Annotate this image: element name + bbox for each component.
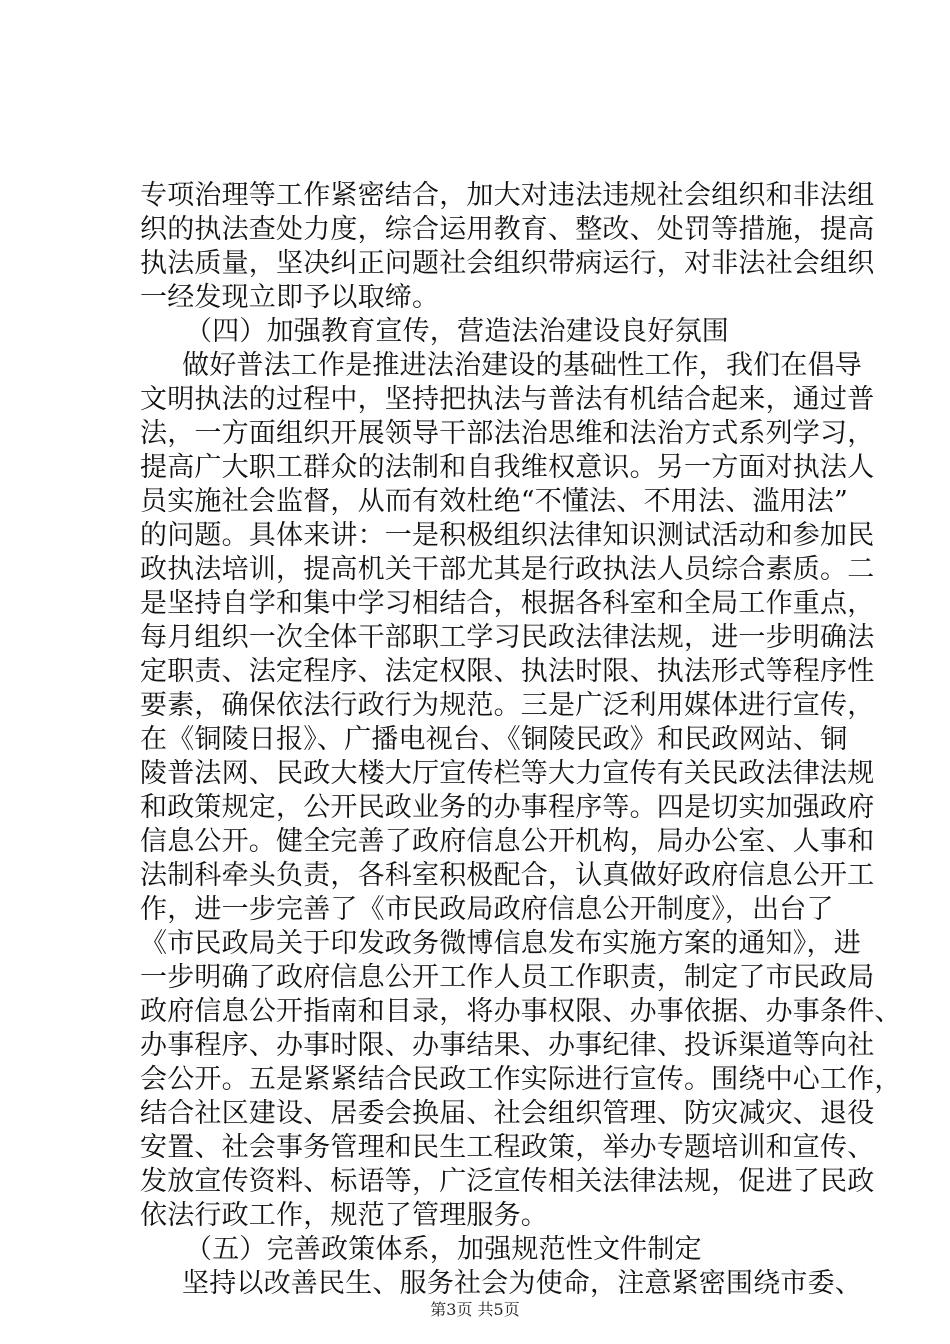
paragraph-line: 文明执法的过程中，坚持把执法与普法有机结合起来，通过普 bbox=[140, 384, 875, 415]
paragraph-line: 每月组织一次全体干部职工学习民政法律法规，进一步明确法 bbox=[140, 622, 875, 653]
paragraph-line: 一经发现立即予以取缔。 bbox=[140, 282, 440, 313]
section-heading-4: （四）加强教育宣传，营造法治建设良好氛围 bbox=[185, 316, 729, 347]
paragraph-line: 作，进一步完善了《市民政局政府信息公开制度》，出台了 bbox=[140, 894, 834, 925]
paragraph-line: 安置、社会事务管理和民生工程政策，举办专题培训和宣传、 bbox=[140, 1132, 875, 1163]
paragraph-line: 专项治理等工作紧密结合，加大对违法违规社会组织和非法组 bbox=[140, 180, 875, 211]
paragraph-line: 《市民政局关于印发政务微博信息发布实施方案的通知》，进 bbox=[140, 928, 861, 959]
paragraph-line: 提高广大职工群众的法制和自我维权意识。另一方面对执法人 bbox=[140, 452, 875, 483]
paragraph-line: 在《铜陵日报》、广播电视台、《铜陵民政》和民政网站、铜 bbox=[140, 724, 848, 755]
paragraph-line: 员实施社会监督，从而有效杜绝“不懂法、不用法、滥用法” bbox=[140, 486, 849, 517]
paragraph-line: 做好普法工作是推进法治建设的基础性工作，我们在倡导 bbox=[182, 350, 862, 381]
paragraph-line: 依法行政工作，规范了管理服务。 bbox=[140, 1200, 548, 1231]
paragraph-line: 的问题。具体来讲：一是积极组织法律知识测试活动和参加民 bbox=[140, 520, 875, 551]
paragraph-line: 要素，确保依法行政行为规范。三是广泛利用媒体进行宣传， bbox=[140, 690, 875, 721]
paragraph-line: 织的执法查处力度，综合运用教育、整改、处罚等措施，提高 bbox=[140, 214, 875, 245]
paragraph-line: 法制科牵头负责，各科室积极配合，认真做好政府信息公开工 bbox=[140, 860, 875, 891]
page-footer: 第3页 共5页 bbox=[430, 1300, 520, 1319]
paragraph-line: 信息公开。健全完善了政府信息公开机构，局办公室、人事和 bbox=[140, 826, 875, 857]
paragraph-line: 会公开。五是紧紧结合民政工作实际进行宣传。围绕中心工作， bbox=[140, 1064, 902, 1095]
paragraph-line: 坚持以改善民生、服务社会为使命，注意紧密围绕市委、 bbox=[182, 1268, 862, 1299]
section-heading-5: （五）完善政策体系，加强规范性文件制定 bbox=[185, 1234, 702, 1265]
paragraph-line: 法，一方面组织开展领导干部法治思维和法治方式系列学习， bbox=[140, 418, 875, 449]
paragraph-line: 发放宣传资料、标语等，广泛宣传相关法律法规，促进了民政 bbox=[140, 1166, 875, 1197]
paragraph-line: 结合社区建设、居委会换届、社会组织管理、防灾减灾、退役 bbox=[140, 1098, 875, 1129]
paragraph-line: 是坚持自学和集中学习相结合，根据各科室和全局工作重点， bbox=[140, 588, 875, 619]
paragraph-line: 定职责、法定程序、法定权限、执法时限、执法形式等程序性 bbox=[140, 656, 875, 687]
paragraph-line: 政执法培训，提高机关干部尤其是行政执法人员综合素质。二 bbox=[140, 554, 875, 585]
paragraph-line: 办事程序、办事时限、办事结果、办事纪律、投诉渠道等向社 bbox=[140, 1030, 875, 1061]
paragraph-line: 陵普法网、民政大楼大厅宣传栏等大力宣传有关民政法律法规 bbox=[140, 758, 875, 789]
paragraph-line: 政府信息公开指南和目录，将办事权限、办事依据、办事条件、 bbox=[140, 996, 902, 1027]
paragraph-line: 和政策规定，公开民政业务的办事程序等。四是切实加强政府 bbox=[140, 792, 875, 823]
paragraph-line: 一步明确了政府信息公开工作人员工作职责，制定了市民政局 bbox=[140, 962, 875, 993]
paragraph-line: 执法质量，坚决纠正问题社会组织带病运行，对非法社会组织 bbox=[140, 248, 875, 279]
